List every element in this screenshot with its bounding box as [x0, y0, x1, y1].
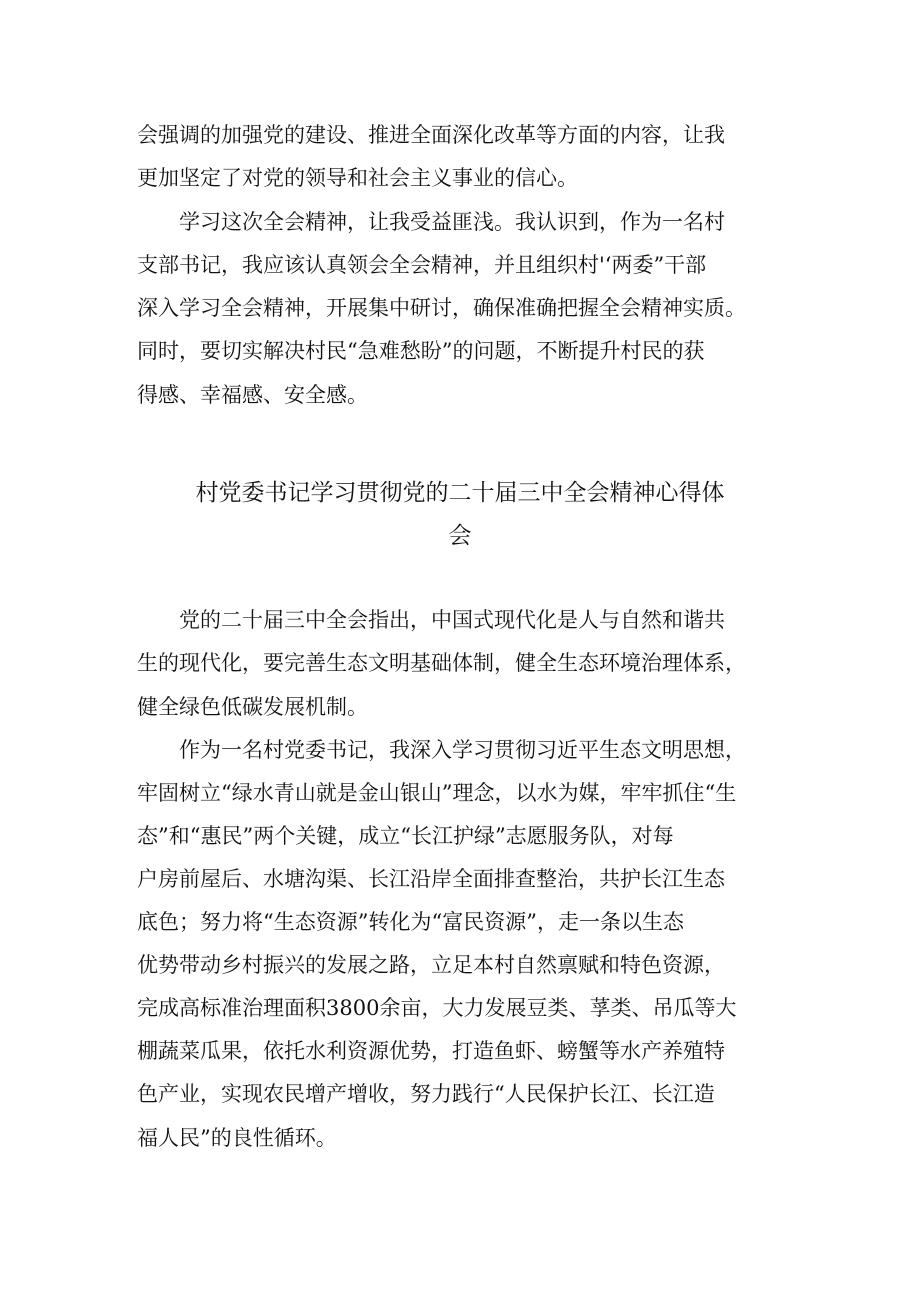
paragraph-line: 态”和“惠民”两个关键，成立“长江护绿”志愿服务队，对每 — [137, 824, 674, 848]
paragraph-line: 优势带动乡村振兴的发展之路，立足本村自然禀赋和特色资源， — [137, 953, 725, 977]
paragraph-line: 完成高标准治理面积3800余亩，大力发展豆类、莩类、吊瓜等大 — [137, 996, 737, 1020]
paragraph-line: 作为一名村党委书记，我深入学习贯彻习近平生态文明思想， — [137, 738, 746, 762]
paragraph-line: 棚蔬菜瓜果，依托水利资源优势，打造鱼虾、螃蟹等水产养殖特 — [137, 1039, 725, 1063]
paragraph-line: 同时，要切实解决村民“急难愁盼”的问题，不断提升村民的获 — [137, 339, 705, 363]
paragraph-line: 底色；努力将“生态资源”转化为“富民资源”，走一条以生态 — [137, 910, 684, 934]
paragraph-line: 会强调的加强党的建设、推进全面深化改革等方面的内容，让我 — [137, 123, 725, 147]
paragraph-line: 健全绿色低碳发展机制。 — [137, 695, 368, 719]
paragraph-line: 支部书记，我应该认真领会全会精神，并且组织村'‘两委”干部 — [137, 253, 707, 277]
paragraph-line: 生的现代化，要完善生态文明基础体制，健全生态环境治理体系， — [137, 651, 746, 675]
paragraph-line: 户房前屋后、水塘沟渠、长江沿岸全面排查整治，共护长江生态 — [137, 867, 725, 891]
paragraph-line: 学习这次全会精神，让我受益匪浅。我认识到，作为一名村 — [137, 210, 725, 234]
paragraph-line: 色产业，实现农民增产增收，努力践行“人民保护长江、长江造 — [137, 1082, 715, 1106]
paragraph-line: 更加坚定了对党的领导和社会主义事业的信心。 — [137, 166, 578, 190]
paragraph-line: 得感、幸福感、安全感。 — [137, 383, 368, 407]
section-title: 村党委书记学习贯彻党的二十届三中全会精神心得体 — [195, 480, 725, 506]
section-title: 会 — [448, 523, 472, 549]
paragraph-line: 党的二十届三中全会指出，中国式现代化是人与自然和谐共 — [137, 608, 725, 632]
paragraph-line: 牢固树立“绿水青山就是金山银山”理念，以水为媒，牢牢抓住“生 — [137, 781, 737, 805]
paragraph-line: 深入学习全会精神，开展集中研讨，确保准确把握全会精神实质。 — [137, 296, 746, 320]
paragraph-line: 福人民”的良性循环。 — [137, 1126, 337, 1150]
